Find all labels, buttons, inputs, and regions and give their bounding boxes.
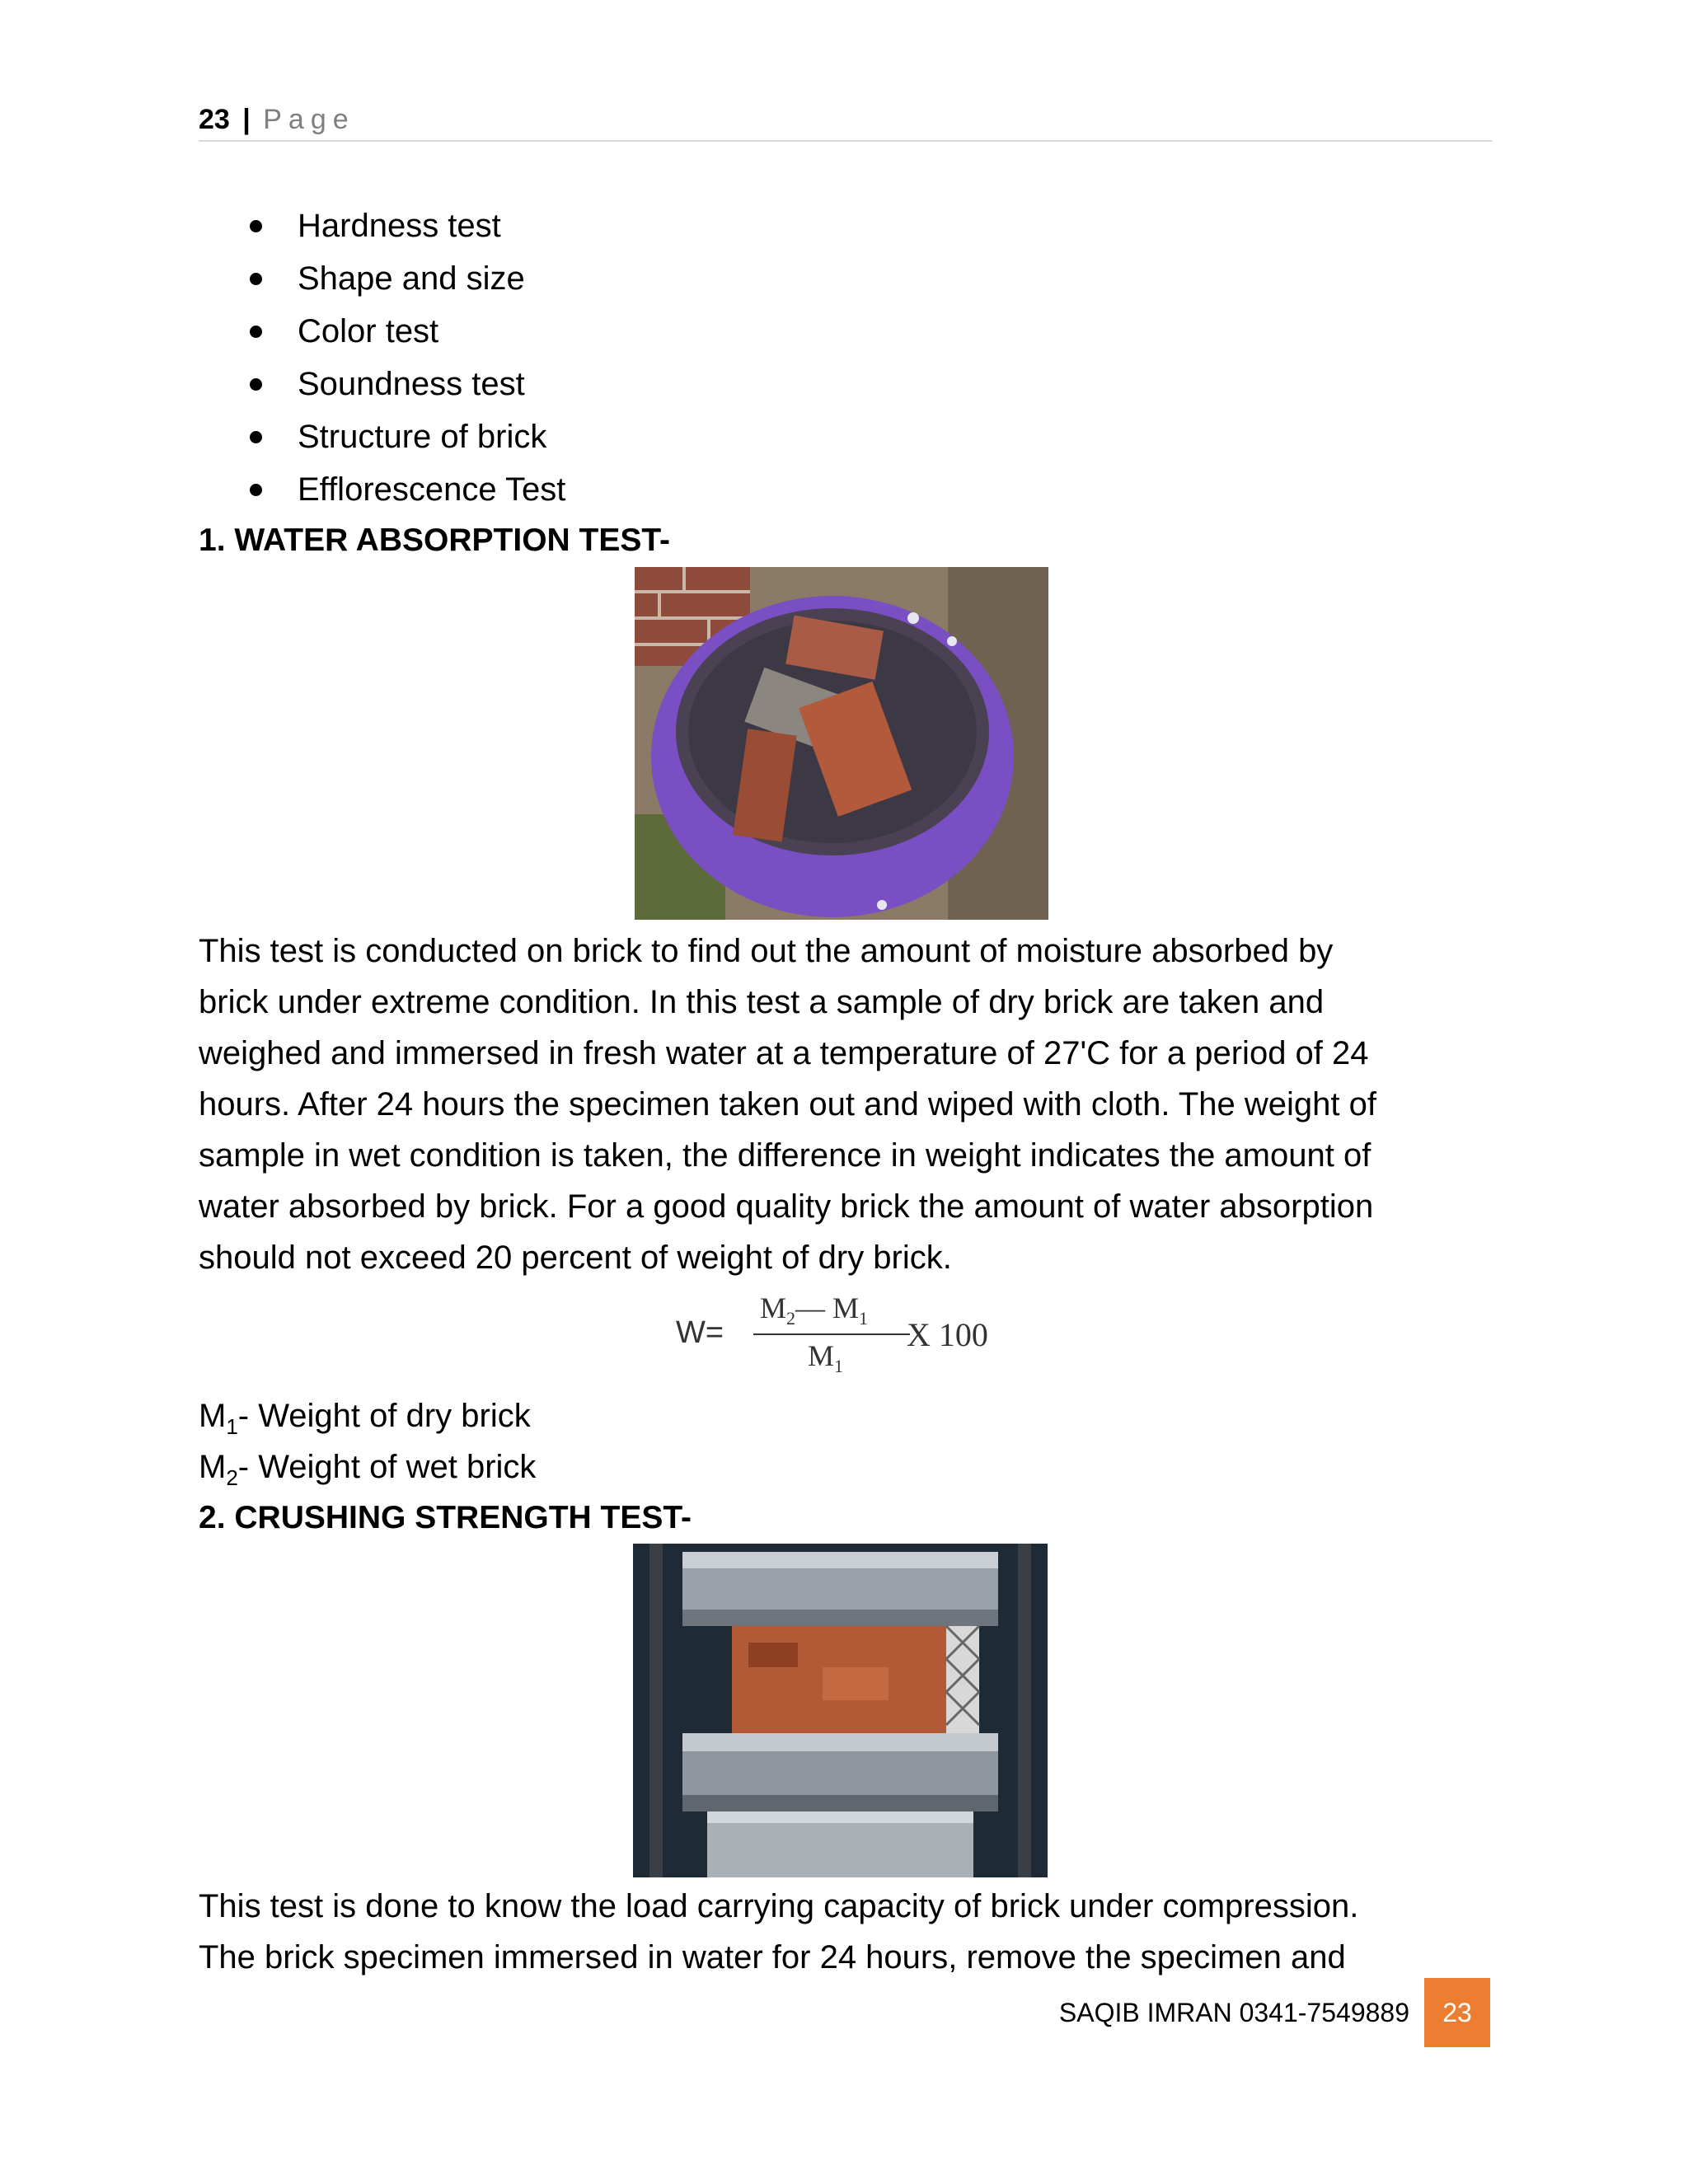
paragraph-line: hours. After 24 hours the specimen taken out and wiped with cloth. The weight of	[199, 1086, 1377, 1122]
paragraph-line: weighed and immersed in fresh water at a temperature of 27'C for a period of 24	[199, 1035, 1369, 1071]
header-separator: |	[242, 104, 251, 135]
paragraph-line: should not exceed 20 percent of weight of dry brick.	[199, 1240, 952, 1276]
bullet-icon	[250, 326, 262, 338]
page-header	[199, 99, 1493, 142]
header-page-label: Page	[263, 104, 355, 135]
water-absorption-formula	[669, 1291, 1015, 1381]
test-list	[199, 199, 565, 516]
section-heading-crushing-strength: 2. CRUSHING STRENGTH TEST-	[199, 1500, 692, 1535]
crushing-strength-photo	[633, 1544, 1048, 1877]
formula-lhs: W=	[676, 1315, 724, 1350]
formula-numerator: $M_2—$ $M_1$	[760, 1291, 869, 1329]
paragraph-line: This test is conducted on brick to find out the amount of moisture absorbed by	[199, 933, 1334, 969]
footer-author: SAQIB IMRAN 0341-7549889	[1058, 1998, 1409, 2027]
legend-m1: $M_1-$ Weight of dry brick	[199, 1398, 531, 1439]
list-item-text: Soundness test	[298, 366, 525, 402]
water-absorption-photo	[635, 567, 1048, 920]
bullet-icon	[250, 431, 262, 443]
list-item-text: Shape and size	[298, 260, 525, 297]
list-item-text: Hardness test	[298, 208, 501, 244]
bullet-icon	[250, 220, 262, 232]
fraction-line	[753, 1333, 910, 1335]
bullet-icon	[250, 378, 262, 391]
list-item	[199, 305, 565, 358]
paragraph-line: sample in wet condition is taken, the difference in weight indicates the amount of	[199, 1137, 1372, 1174]
list-item	[199, 358, 565, 410]
legend-m2: $M_2-$ Weight of wet brick	[199, 1449, 537, 1490]
paragraph-line: brick under extreme condition. In this test a sample of dry brick are taken and	[199, 984, 1325, 1020]
list-item	[199, 252, 565, 305]
list-item	[199, 410, 565, 463]
list-item-text: Efflorescence Test	[298, 471, 566, 508]
list-item	[199, 199, 565, 252]
formula-rhs: X 100	[907, 1316, 988, 1353]
header-page-number: 23	[199, 104, 230, 135]
formula-denominator: $M_1$	[808, 1339, 844, 1377]
paragraph-line: This test is done to know the load carrying capacity of brick under compression.	[199, 1888, 1359, 1924]
list-item	[199, 463, 565, 516]
bullet-icon	[250, 273, 262, 285]
paragraph-line: The brick specimen immersed in water for 24 hours, remove the specimen and	[199, 1939, 1346, 1975]
section-heading-water-absorption: 1. WATER ABSORPTION TEST-	[199, 523, 671, 558]
footer-page-badge: 23	[1424, 1978, 1490, 2047]
bullet-icon	[250, 484, 262, 496]
list-item-text: Color test	[298, 313, 439, 349]
list-item-text: Structure of brick	[298, 419, 547, 455]
crushing-strength-paragraph	[199, 1881, 1501, 1983]
water-absorption-paragraph	[199, 926, 1501, 1283]
paragraph-line: water absorbed by brick. For a good quality brick the amount of water absorption	[199, 1188, 1374, 1225]
